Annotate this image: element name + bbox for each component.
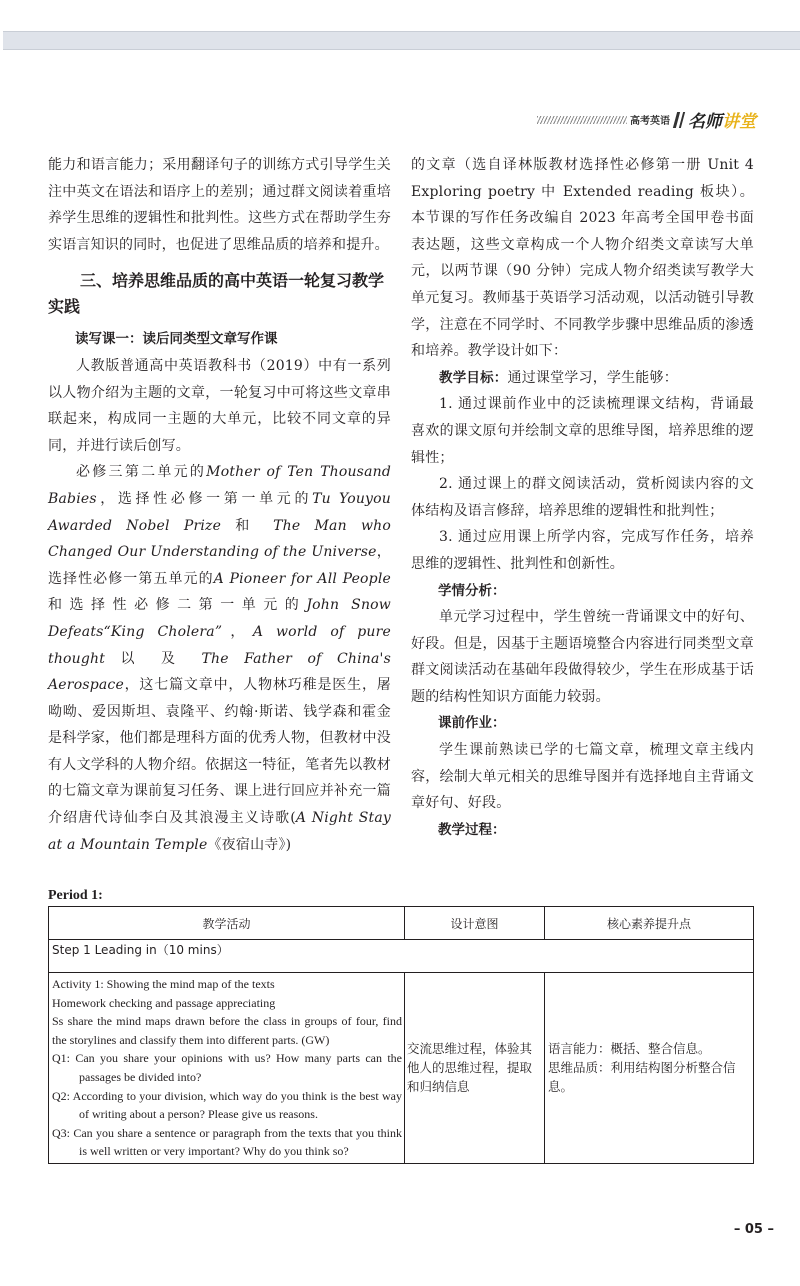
activity-cell: [49, 973, 405, 1164]
top-banner: [3, 31, 800, 50]
goal-item-2: 2. 通过课上的群文阅读活动，赏析阅读内容的文体结构及语言修辞，培养思维的逻辑性和批判性；: [411, 476, 754, 519]
homework-text: 学生课前熟读已学的七篇文章，梳理文章主线内容，绘制大单元相关的思维导图并有选择地自主背诵文章好句、好段。: [411, 742, 754, 812]
header-hatch-decoration: [537, 116, 627, 124]
goal-item-3: 3. 通过应用课上所学内容，完成写作任务，培养思维的逻辑性、批判性和创新性。: [411, 529, 754, 572]
right-column: [411, 152, 754, 843]
lesson-table: [48, 906, 754, 1164]
section-heading: 三、培养思维品质的高中英语一轮复习教学实践: [48, 271, 385, 317]
homework-label: 课前作业：: [438, 715, 506, 732]
left-column: [48, 152, 391, 858]
period-label: Period 1:: [48, 888, 103, 903]
process-label: 教学过程：: [438, 821, 506, 838]
teaching-goals: 教学目标：通过课堂学习，学生能够：: [439, 369, 678, 386]
paragraph-texts: 必修三第二单元的Mother of Ten Thousand Babies，选择性必修一第一单元的Tu Youyou Awarded Nobel Prize 和 The Man who Changed Our Understanding of the Universe，选择性必修一第五单元的A Pioneer for All People 和选择性必修二第一单元的John Snow Defeats“King Cholera”，A world of pure thought 以 及 The Father of China's Aerospace，这七篇文章中，人物林巧稚是医生，屠呦呦、爱因斯坦、袁隆平、约翰·斯诺、钱学森和霍金是科学家，他们都是理科方面的优秀人物，但教材中没有人文学科的人物介绍。依据这一特征，笔者先以教材的七篇文章为课前复习任务、课上进行回应并补充一篇介绍唐代诗仙李白及其浪漫主义诗歌(A Night Stay at a Mountain Temple《夜宿山寺》): [48, 464, 392, 853]
question-item: Q3: Can you share a sentence or paragraph from the texts that you think is well written or very important? Why do you think so?: [52, 1125, 402, 1159]
paragraph-continued: 能力和语言能力；采用翻译句子的训练方式引导学生关注中英文在语法和语序上的差别；通过群文阅读着重培养学生思维的逻辑性和批判性。这些方式在帮助学生夯实语言知识的同时，也促进了思维品质的培养和提升。: [48, 157, 391, 253]
question-item: Q2: According to your division, which way do you think is the best way of writing about a person? Please give us reasons.: [52, 1088, 402, 1122]
activity-line: Homework checking and passage appreciating: [52, 995, 276, 1010]
table-header: 核心素养提升点: [545, 907, 754, 940]
goal-item-1: 1. 通过课前作业中的泛读梳理课文结构，背诵最喜欢的课文原句并绘制文章的思维导图，培养思维的逻辑性；: [411, 396, 754, 466]
header-divider-2: [679, 112, 685, 128]
analysis-label: 学情分析：: [438, 582, 506, 599]
step-title: Step 1 Leading in（10 mins）: [49, 940, 754, 973]
table-header: 设计意图: [405, 907, 545, 940]
literacy-item: 思维品质：利用结构图分析整合信息。: [548, 1060, 736, 1095]
table-row: [49, 940, 754, 973]
subheading: 读写课一：读后同类型文章写作课: [75, 331, 278, 348]
table-header-row: [49, 907, 754, 940]
activity-line: Activity 1: Showing the mind map of the texts: [52, 977, 275, 991]
header-column-name-b: 讲堂: [722, 112, 756, 132]
literacy-cell: [545, 973, 754, 1164]
activity-line: Ss share the mind maps drawn before the class in groups of four, find the storylines and classify them into different parts. (GW): [52, 1014, 402, 1047]
paragraph-textbook: 人教版普通高中英语教科书（2019）中有一系列以人物介绍为主题的文章，一轮复习中可将这些文章串联起来，构成同一主题的大单元，比较不同文章的异同，并进行读后创写。: [48, 357, 391, 454]
running-header: [537, 107, 756, 132]
table-header: 教学活动: [49, 907, 405, 940]
page-number: – 05 –: [733, 1222, 774, 1237]
paragraph-continued-right: 的文章（选自译林版教材选择性必修第一册 Unit 4 Exploring poetry 中 Extended reading 板块）。本节课的写作任务改编自 2023 年高考全国甲卷书面表达题，这些文章构成一个人物介绍类文章读写大单元，以两节课（90 分钟）完成人物介绍类读写教学大单元复习。教师基于英语学习活动观，以活动链引导教学，注意在不同学时、不同教学步骤中思维品质的渗透和培养。教学设计如下：: [411, 157, 754, 360]
goal-label: 教学目标：: [439, 369, 508, 386]
literacy-item: 语言能力：概括、整合信息。: [548, 1041, 711, 1057]
table-row: [49, 973, 754, 1164]
analysis-text: 单元学习过程中，学生曾统一背诵课文中的好句、好段。但是，因基于主题语境整合内容进行同类型文章群文阅读活动在基础年段做得较少，学生在形成基于话题的结构性知识方面能力较弱。: [411, 609, 754, 705]
question-item: Q1: Can you share your opinions with us? How many parts can the passages be divided into?: [52, 1051, 402, 1084]
design-intent-cell: 交流思维过程，体验其他人的思维过程，提取和归纳信息: [405, 973, 545, 1164]
header-column-name-a: 名师: [688, 112, 722, 132]
header-section: 高考英语: [630, 116, 670, 127]
